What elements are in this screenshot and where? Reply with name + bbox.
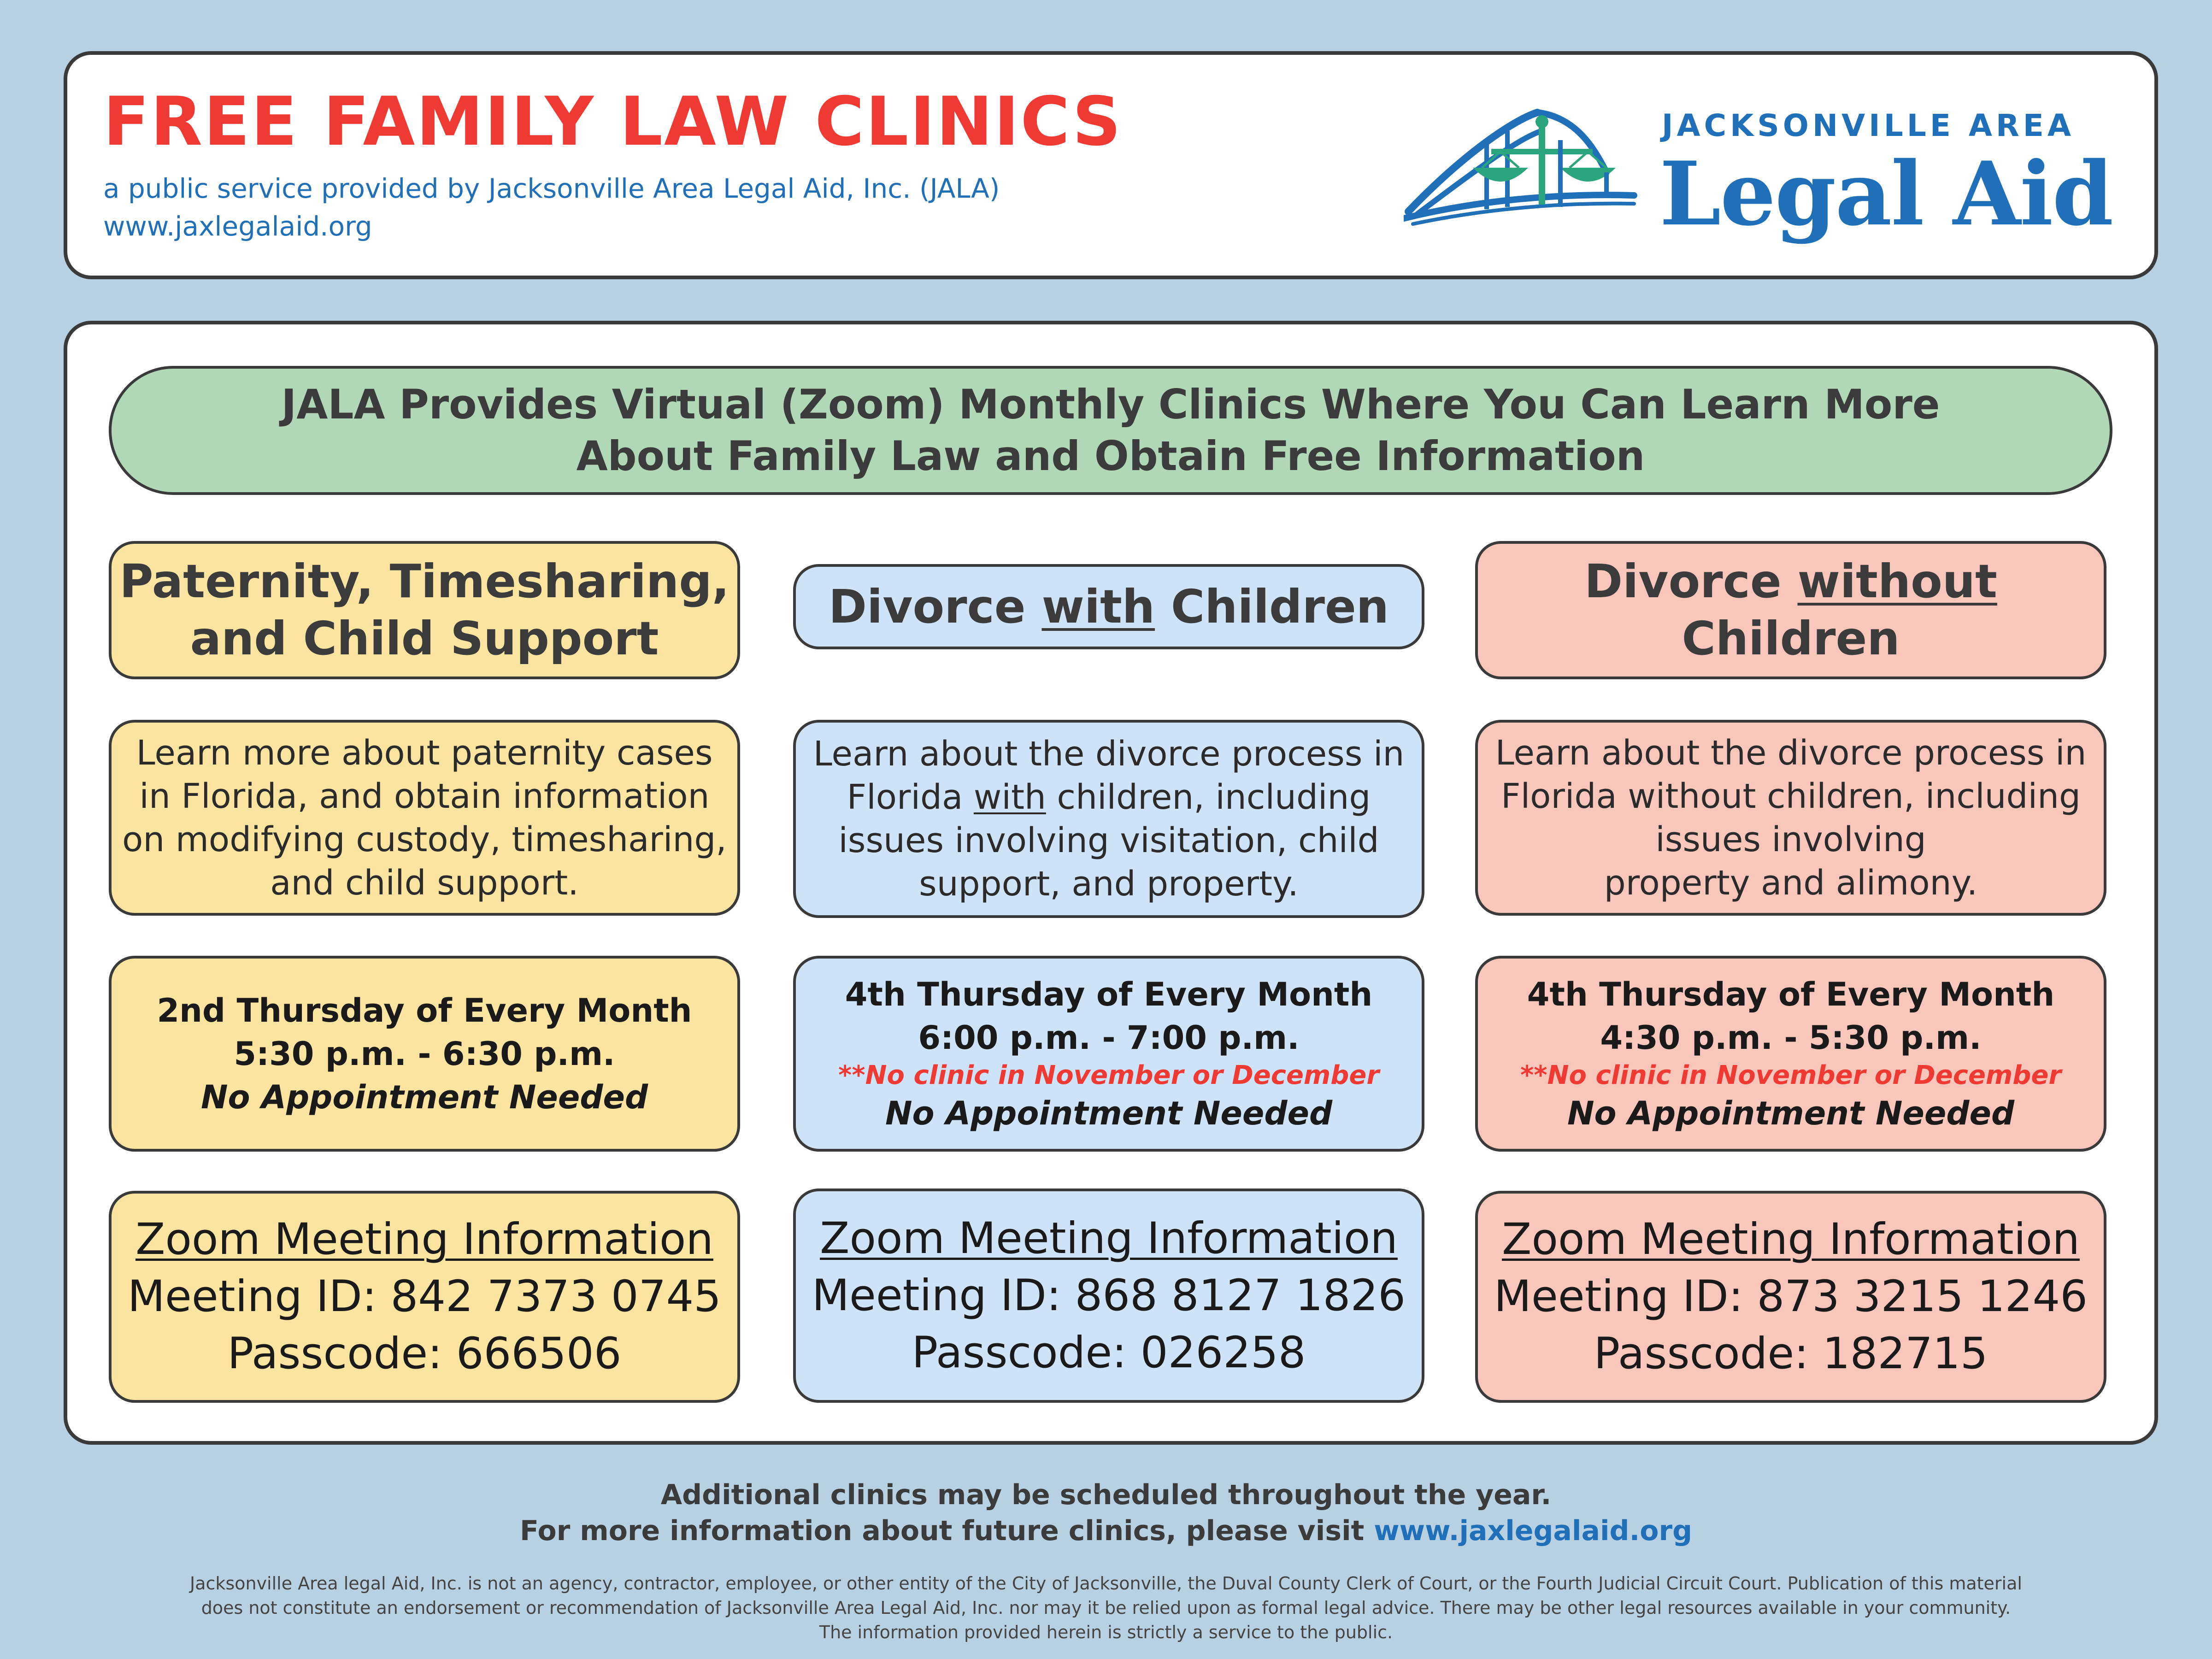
- clinic-schedule-paternity: [109, 956, 740, 1152]
- clinic-schedule-divorce-without-children: [1475, 956, 2106, 1152]
- disclaimer-line-1: Jacksonville Area legal Aid, Inc. is not an agency, contractor, employee, or other entity of the City of Jacksonville, the Duval County Clerk of Court, or the Fourth Judicial Circuit Court. Publication of this material: [190, 1573, 2022, 1594]
- heading-emphasis: without: [1797, 554, 1997, 608]
- heading-line-1: Paternity, Timesharing,: [119, 554, 729, 608]
- zoom-title: Zoom Meeting Information: [1502, 1214, 2080, 1265]
- website-link[interactable]: www.jaxlegalaid.org: [103, 211, 372, 242]
- desc-line-3: issues involving visitation, child: [838, 821, 1379, 860]
- banner-line-2: About Family Law and Obtain Free Information: [576, 432, 1645, 480]
- passcode: Passcode: 666506: [227, 1329, 622, 1379]
- logo-org-top: JACKSONVILLE AREA: [1662, 108, 2075, 143]
- clinic-description-divorce-without-children: [1475, 720, 2106, 916]
- heading-line-2: Children: [1682, 612, 1900, 665]
- heading-text: Children: [1155, 579, 1389, 634]
- zoom-info-divorce-with-children: [793, 1188, 1424, 1403]
- zoom-info-divorce-without-children: [1475, 1191, 2106, 1403]
- intro-banner: [109, 366, 2112, 495]
- legal-disclaimer: [69, 1571, 2143, 1645]
- desc-line-1: Learn more about paternity cases: [136, 733, 713, 773]
- schedule-time: 5:30 p.m. - 6:30 p.m.: [234, 1035, 615, 1073]
- heading-line-1: [829, 578, 1389, 635]
- zoom-info-paternity: [109, 1191, 740, 1403]
- clinic-heading-paternity: [109, 541, 740, 679]
- no-appointment-text: No Appointment Needed: [1567, 1094, 2015, 1132]
- no-appointment-text: No Appointment Needed: [200, 1078, 648, 1116]
- clinic-description-paternity: [109, 720, 740, 916]
- footer-text: For more information about future clinics, please visit: [519, 1515, 1374, 1547]
- footer-website-link[interactable]: www.jaxlegalaid.org: [1374, 1515, 1693, 1547]
- desc-text: Florida: [847, 777, 974, 817]
- page-subtitle: a public service provided by Jacksonville Area Legal Aid, Inc. (JALA): [103, 173, 1000, 204]
- jala-logo: [1404, 99, 2141, 251]
- main-panel: [64, 321, 2158, 1445]
- desc-line-1: Learn about the divorce process in: [813, 734, 1405, 774]
- desc-line-4: property and alimony.: [1604, 863, 1978, 903]
- clinic-description-divorce-with-children: [793, 720, 1424, 918]
- no-appointment-text: No Appointment Needed: [885, 1094, 1333, 1132]
- passcode: Passcode: 182715: [1594, 1329, 1988, 1379]
- desc-line-4: and child support.: [270, 863, 579, 903]
- footer-info: [0, 1477, 2212, 1549]
- schedule-time: 6:00 p.m. - 7:00 p.m.: [918, 1018, 1300, 1057]
- desc-emphasis: with: [973, 777, 1046, 817]
- desc-line-4: support, and property.: [919, 864, 1299, 904]
- desc-line-1: Learn about the divorce process in: [1495, 733, 2087, 773]
- schedule-day: 4th Thursday of Every Month: [1527, 975, 2055, 1013]
- desc-line-2: Florida without children, including: [1501, 776, 2081, 816]
- heading-emphasis: with: [1041, 579, 1155, 634]
- desc-line-3: on modifying custody, timesharing,: [122, 819, 727, 859]
- heading-line-1: [1584, 553, 1997, 610]
- desc-text: children, including: [1046, 777, 1371, 817]
- meeting-id: Meeting ID: 873 3215 1246: [1494, 1271, 2088, 1322]
- schedule-day: 4th Thursday of Every Month: [845, 975, 1373, 1013]
- passcode: Passcode: 026258: [912, 1327, 1306, 1378]
- zoom-title: Zoom Meeting Information: [820, 1213, 1398, 1264]
- footer-line-2: [0, 1513, 2212, 1549]
- no-clinic-note: **No clinic in November or December: [838, 1060, 1379, 1090]
- header-panel: [64, 51, 2158, 279]
- desc-line-2: in Florida, and obtain information: [139, 776, 710, 816]
- disclaimer-line-3: The information provided herein is strictly a service to the public.: [819, 1622, 1393, 1642]
- heading-text: Divorce: [829, 579, 1042, 634]
- no-clinic-note: **No clinic in November or December: [1520, 1060, 2061, 1090]
- banner-line-1: JALA Provides Virtual (Zoom) Monthly Clinics Where You Can Learn More: [281, 381, 1940, 428]
- heading-line-2: and Child Support: [190, 612, 659, 665]
- clinic-heading-divorce-without-children: [1475, 541, 2106, 679]
- footer-line-1: Additional clinics may be scheduled throughout the year.: [660, 1479, 1552, 1511]
- heading-text: Divorce: [1584, 554, 1798, 608]
- meeting-id: Meeting ID: 842 7373 0745: [127, 1271, 722, 1322]
- disclaimer-line-2: does not constitute an endorsement or recommendation of Jacksonville Area Legal Aid, Inc. nor may it be relied upon as formal legal advice. There may be other legal resources available in your community.: [201, 1598, 2011, 1618]
- desc-line-2: [847, 776, 1371, 819]
- bridge-scales-icon: [1404, 103, 1643, 232]
- logo-org-main: Legal Aid: [1659, 142, 2113, 245]
- clinic-heading-divorce-with-children: [793, 564, 1424, 649]
- meeting-id: Meeting ID: 868 8127 1826: [812, 1270, 1406, 1321]
- zoom-title: Zoom Meeting Information: [135, 1214, 713, 1265]
- schedule-day: 2nd Thursday of Every Month: [157, 991, 692, 1030]
- schedule-time: 4:30 p.m. - 5:30 p.m.: [1600, 1018, 1982, 1057]
- clinic-schedule-divorce-with-children: [793, 956, 1424, 1152]
- page-title: FREE FAMILY LAW CLINICS: [103, 82, 1123, 161]
- desc-line-3: issues involving: [1655, 819, 1926, 859]
